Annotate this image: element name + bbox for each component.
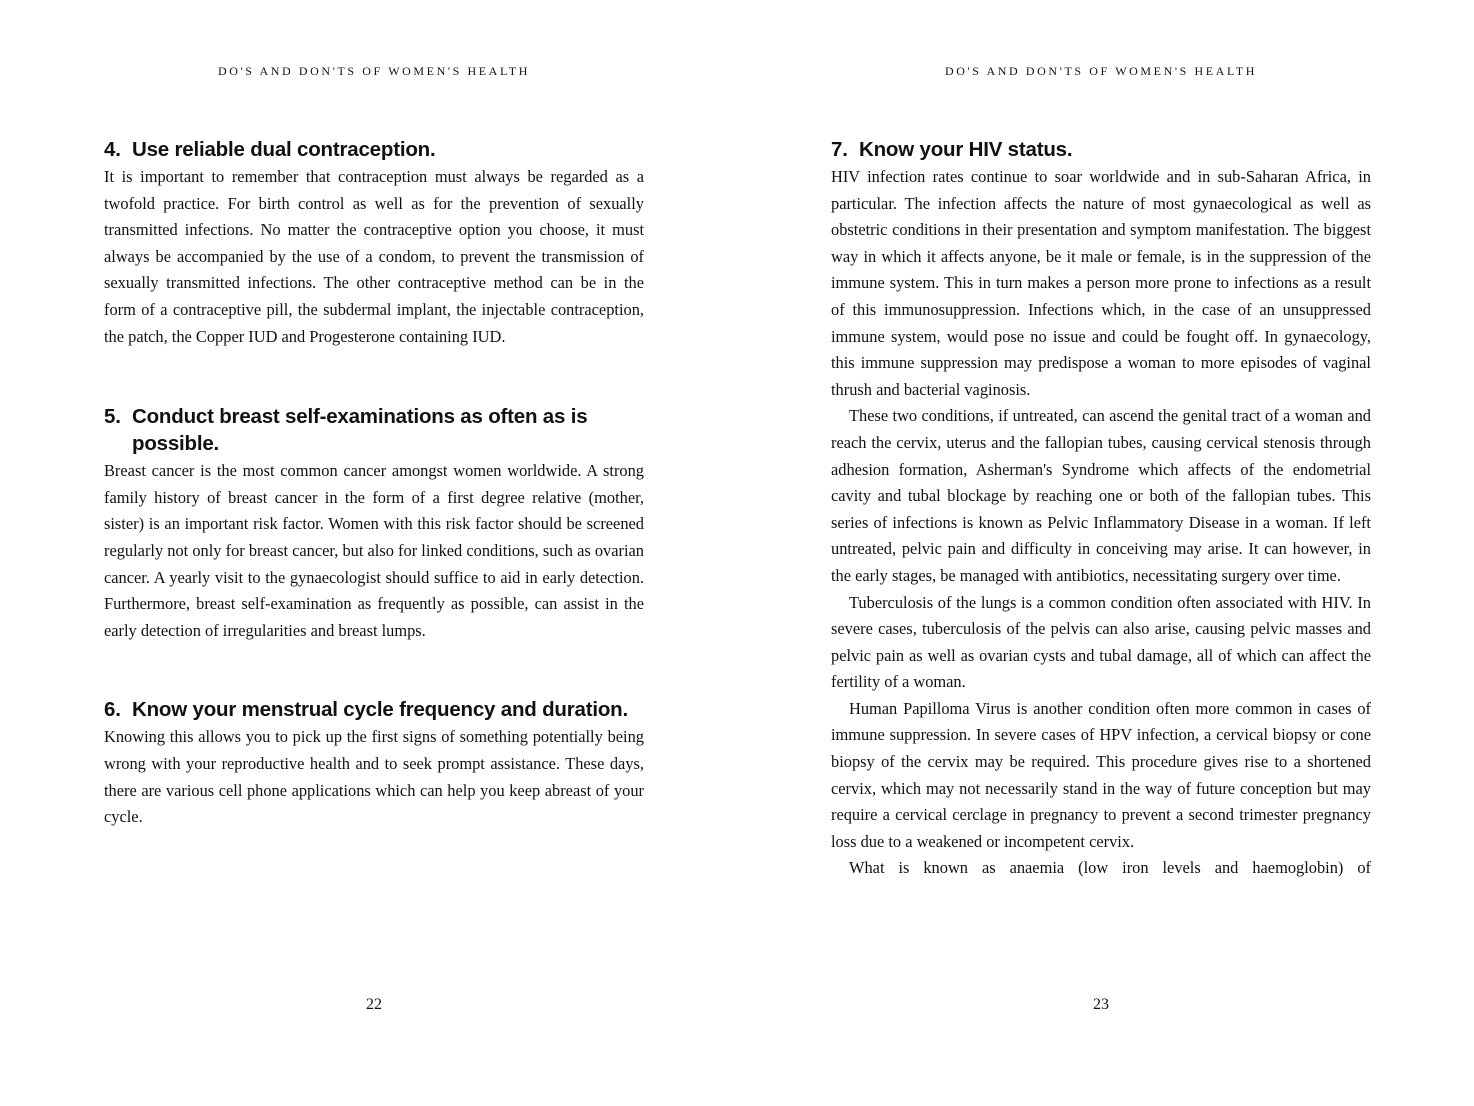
body-paragraph: What is known as anaemia (low iron levels and haemoglobin) of — [849, 858, 1371, 878]
section-title: Use reliable dual contraception. — [132, 138, 436, 161]
body-paragraph: It is important to remember that contraception must always be regarded as a twofold practice. For birth control as well as for the prevention of sexually transmitted infections. No matter the contraceptive option you choose, it must always be accompanied by the use of a condom, to prevent the transmission of sexually transmitted infections. The other contraceptive method can be in the form of a contraceptive pill, the subdermal implant, the injectable contraception, the patch, the Copper IUD and Progesterone containing IUD. — [104, 167, 644, 346]
body-paragraph: HIV infection rates continue to soar worldwide and in sub-Saharan Africa, in particular. The infection affects the nature of most gynaecological as well as obstetric conditions in their presentation and symptom manifestation. The biggest way in which it affects anyone, be it male or female, is in the suppression of the immune system. This in turn makes a person more prone to infections as a result of this immunosuppression. Infections which, in the case of an unsuppressed immune system, would pose no issue and could be fought off. In gynaecology, this immune suppression may predispose a woman to more episodes of vaginal thrush and bacterial vaginosis. — [831, 167, 1371, 399]
section-heading — [831, 136, 1371, 163]
section-7 — [831, 136, 1371, 882]
section-heading — [104, 403, 644, 457]
section-number: 4. — [104, 138, 121, 161]
section-title: Conduct breast self-examinations as often as is possible. — [132, 405, 588, 456]
running-head: DO'S AND DON'TS OF WOMEN'S HEALTH — [945, 64, 1257, 78]
section-heading — [104, 696, 644, 723]
section-title: Know your menstrual cycle frequency and duration. — [132, 698, 628, 722]
running-head: DO'S AND DON'TS OF WOMEN'S HEALTH — [218, 64, 530, 78]
body-paragraph: Breast cancer is the most common cancer amongst women worldwide. A strong family history of breast cancer in the form of a first degree relative (mother, sister) is an important risk factor. Women with this risk factor should be screened regularly not only for breast cancer, but also for linked conditions, such as ovarian cancer. A yearly visit to the gynaecologist should suffice to aid in early detection. Furthermore, breast self-examination as frequently as possible, can assist in the early detection of irregularities and breast lumps. — [104, 461, 644, 640]
section-number: 7. — [831, 138, 848, 161]
page-number: 22 — [366, 996, 382, 1013]
page-content — [104, 136, 644, 883]
section-number: 6. — [104, 698, 121, 722]
section-title: Know your HIV status. — [859, 138, 1073, 161]
page-content — [831, 136, 1371, 934]
body-paragraph: Human Papilloma Virus is another condition often more common in cases of immune suppression. In severe cases of HPV infection, a cervical biopsy or cone biopsy of the cervix may be required. This procedure gives rise to a shortened cervix, which may not necessarily stand in the way of future conception but may require a cervical cerclage in pregnancy to prevent a second trimester pregnancy loss due to a weakened or incompetent cervix. — [831, 698, 1371, 851]
section-5 — [104, 403, 644, 644]
page-number: 23 — [1093, 996, 1109, 1013]
right-page — [831, 0, 1371, 1106]
body-paragraph: Tuberculosis of the lungs is a common condition often associated with HIV. In severe cases, tuberculosis of the pelvis can also arise, causing pelvic masses and pelvic pain as well as ovarian cysts and tubal damage, all of which can affect the fertility of a woman. — [831, 592, 1371, 692]
section-number: 5. — [104, 405, 121, 429]
left-page — [104, 0, 644, 1106]
body-paragraph: These two conditions, if untreated, can ascend the genital tract of a woman and reach the cervix, uterus and the fallopian tubes, causing cervical stenosis through adhesion formation, Asherman's Syndrome which affects of the endometrial cavity and tubal blockage by reaching one or both of the fallopian tubes. This series of infections is known as Pelvic Inflammatory Disease in a woman. If left untreated, pelvic pain and difficulty in conceiving may arise. It can however, in the early stages, be managed with antibiotics, necessitating surgery over time. — [831, 406, 1371, 585]
section-6 — [104, 696, 644, 830]
section-4 — [104, 136, 644, 350]
body-paragraph: Knowing this allows you to pick up the first signs of something potentially being wrong with your reproductive health and to seek prompt assistance. These days, there are various cell phone applications which can help you keep abreast of your cycle. — [104, 727, 644, 827]
section-heading — [104, 136, 644, 163]
